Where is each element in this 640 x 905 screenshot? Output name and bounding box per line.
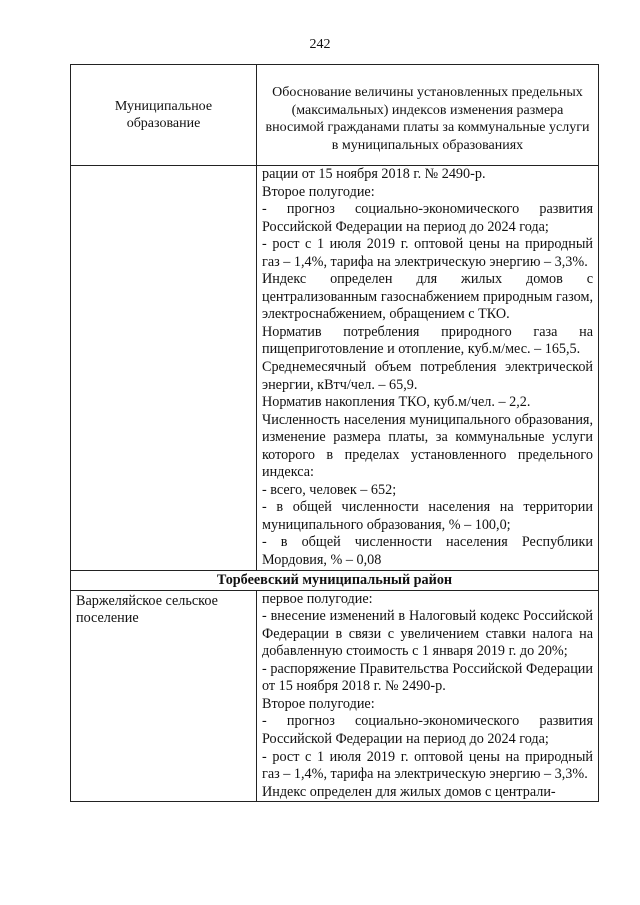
header-municipality: Муниципальное образование	[71, 65, 257, 166]
paragraph: Норматив накопления ТКО, куб.м/чел. – 2,2.	[262, 394, 531, 411]
section-title-row	[71, 570, 599, 590]
paragraph: - всего, человек – 652;	[262, 481, 397, 498]
paragraph: - прогноз социально-экономического развития Российской Федерации на период до 2024 года;	[262, 713, 593, 747]
paragraph: Среднемесячный объем потребления электрической энергии, кВтч/чел. – 65,9.	[262, 359, 593, 393]
paragraph: рации от 15 ноября 2018 г. № 2490-р.	[262, 166, 486, 182]
paragraph: - рост с 1 июля 2019 г. оптовой цены на природный газ – 1,4%, тарифа на электрическую энергию – 3,3%.	[262, 236, 593, 270]
page-number: 242	[309, 37, 331, 52]
justification-cell	[257, 590, 599, 802]
section-title: Торбеевский муниципальный район	[71, 570, 599, 590]
paragraph: - в общей численности населения на территории муниципального образования, % – 100,0;	[262, 499, 593, 533]
paragraph: - распоряжение Правительства Российской Федерации от 15 ноября 2018 г. № 2490-р.	[262, 660, 593, 695]
table-header-row	[71, 65, 599, 166]
paragraph: - внесение изменений в Налоговый кодекс Российской Федерации в связи с увеличением ставки налога на добавленную стоимость с 1 января 2019 г. до 20%;	[262, 608, 593, 660]
paragraph: - в общей численности населения Республики Мордовия, % – 0,08	[262, 534, 593, 569]
municipality-cell: Варжеляйское сельское поселение	[71, 590, 257, 802]
table-row-continued	[71, 166, 599, 571]
index-table	[70, 64, 599, 802]
paragraph: Норматив потребления природного газа на пищеприготовление и отопление, куб.м/мес. – 165,5.	[262, 323, 593, 358]
paragraph: Индекс определен для жилых домов с централи-	[262, 783, 556, 800]
paragraph: - рост с 1 июля 2019 г. оптовой цены на природный газ – 1,4%, тарифа на электрическую энергию – 3,3%.	[262, 748, 593, 783]
table-row	[71, 590, 599, 802]
header-justification: Обоснование величины установленных предельных (максимальных) индексов изменения размера вносимой гражданами платы за коммунальные услуги в муниципальных образованиях	[257, 65, 599, 166]
continued-justification-cell	[257, 166, 599, 571]
paragraph: Численность населения муниципального образования, изменение размера платы, за коммунальные услуги которого в пределах установленного предельного индекса:	[262, 411, 593, 481]
paragraph: - прогноз социально-экономического развития Российской Федерации на период до 2024 года;	[262, 201, 593, 235]
paragraph: Второе полугодие:	[262, 695, 375, 712]
paragraph: первое полугодие:	[262, 590, 373, 607]
paragraph: Индекс определен для жилых домов с централизованным газоснабжением природным газом, электроснабжением, обращением с ТКО.	[262, 271, 593, 323]
paragraph: Второе полугодие:	[262, 183, 375, 200]
continued-municipality-cell	[71, 166, 257, 571]
